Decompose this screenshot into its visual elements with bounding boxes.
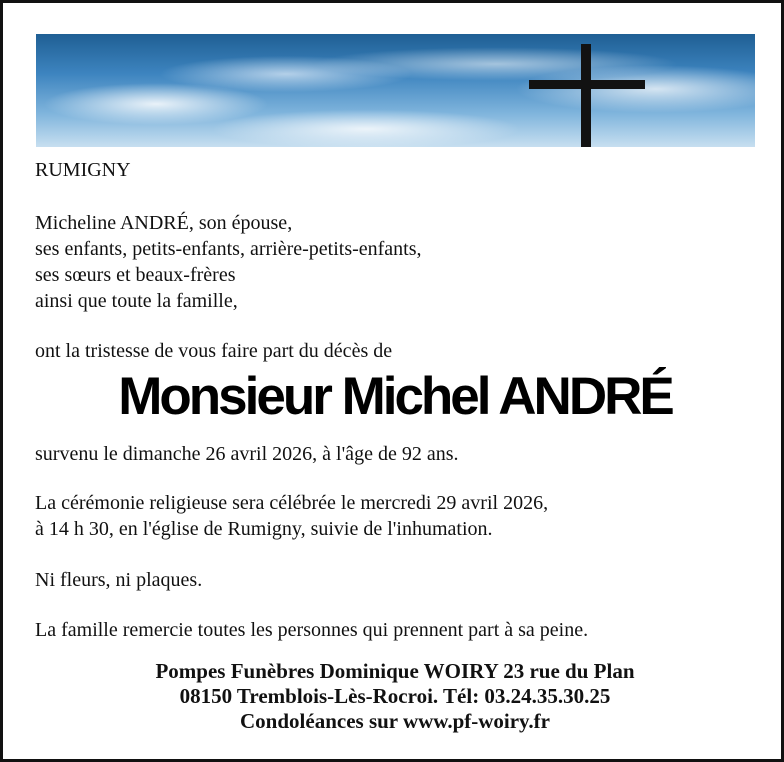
death-info: survenu le dimanche 26 avril 2026, à l'âge de 92 ans.	[35, 443, 459, 465]
ceremony-line-2: à 14 h 30, en l'église de Rumigny, suivie de l'inhumation.	[35, 518, 493, 540]
flowers-note: Ni fleurs, ni plaques.	[35, 569, 203, 591]
ceremony-line-1: La cérémonie religieuse sera célébrée le mercredi 29 avril 2026,	[35, 492, 549, 514]
cross-icon-bar	[529, 80, 645, 89]
condolences-link[interactable]: Condoléances sur www.pf-woiry.fr	[240, 709, 550, 733]
family-line-siblings: ses sœurs et beaux-frères	[35, 264, 236, 286]
sky-cross-banner	[36, 34, 755, 147]
location-heading: RUMIGNY	[35, 159, 131, 181]
family-line-family: ainsi que toute la famille,	[35, 290, 238, 312]
funeral-home-address: 08150 Tremblois-Lès-Rocroi. Tél: 03.24.35.30.25	[179, 684, 611, 708]
cross-icon	[581, 44, 591, 147]
family-line-spouse: Micheline ANDRÉ, son épouse,	[35, 212, 293, 234]
family-line-children: ses enfants, petits-enfants, arrière-petits-enfants,	[35, 238, 422, 260]
announcement-text: ont la tristesse de vous faire part du décès de	[35, 340, 393, 362]
deceased-name: Monsieur Michel ANDRÉ	[118, 367, 672, 426]
thanks-text: La famille remercie toutes les personnes qui prennent part à sa peine.	[35, 619, 589, 641]
funeral-home-name: Pompes Funèbres Dominique WOIRY 23 rue du Plan	[155, 659, 635, 683]
